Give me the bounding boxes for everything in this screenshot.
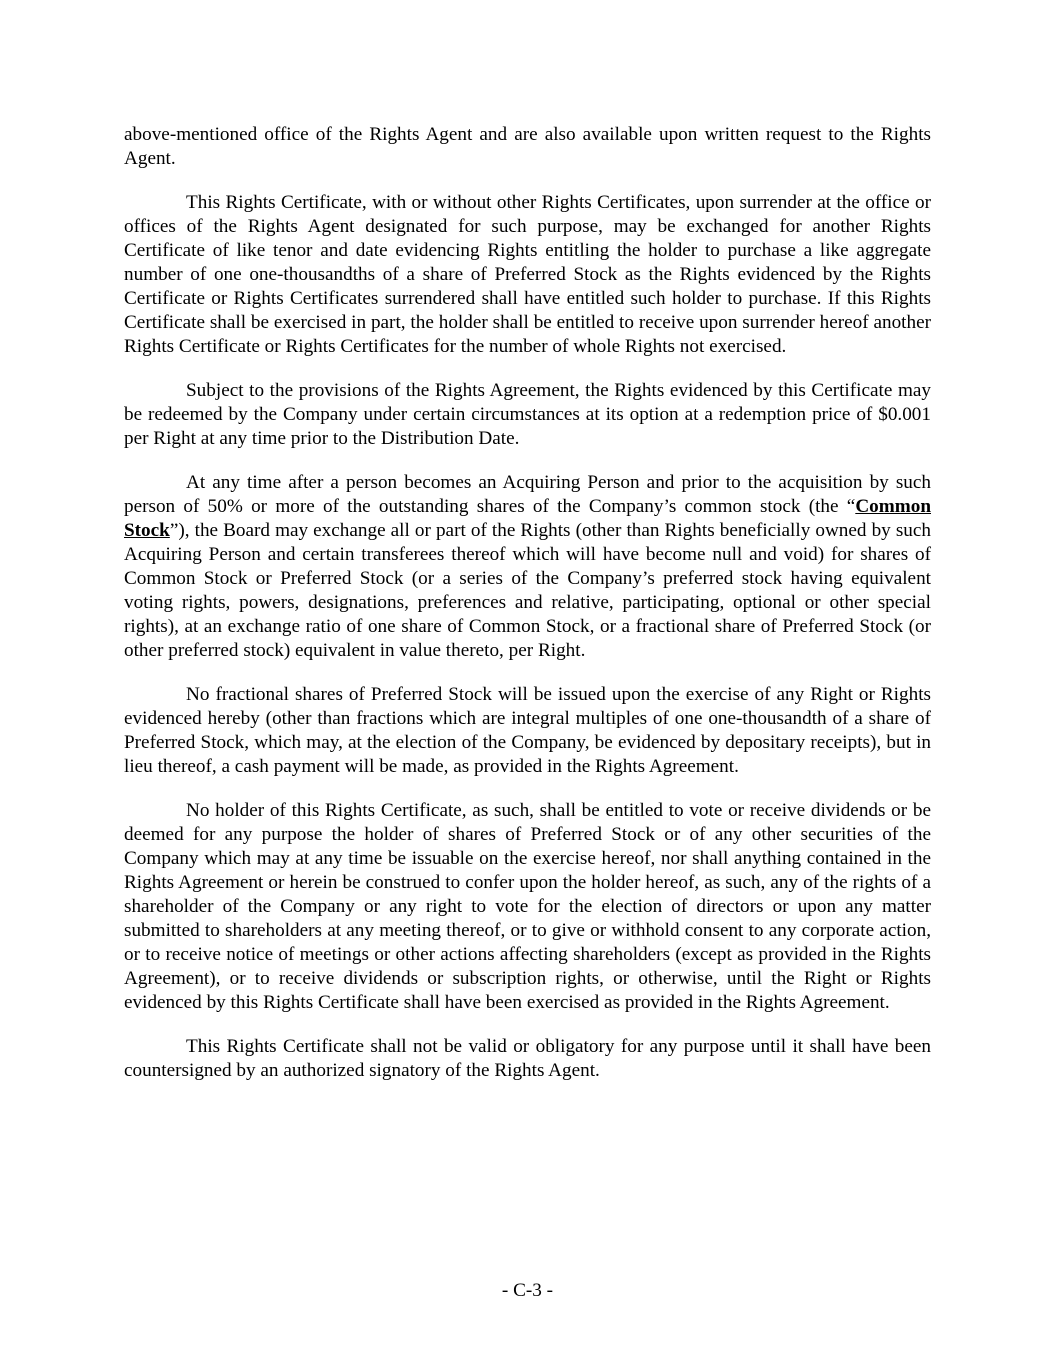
paragraph-no-shareholder-rights: No holder of this Rights Certificate, as such, shall be entitled to vote or receive dividends or be deemed for any purpose the holder of shares of Preferred Stock or of any other securities of the Company which may at any time be issuable on the exercise hereof, nor shall anything contained in the Rights Agreement or herein be construed to confer upon the holder hereof, as such, any of the rights of a shareholder of the Company or any right to vote for the election of directors or upon any matter submitted to shareholders at any meeting thereof, or to give or withhold consent to any corporate action, or to receive notice of meetings or other actions affecting shareholders (except as provided in the Rights Agreement), or to receive dividends or subscription rights, or otherwise, until the Right or Rights evidenced by this Rights Certificate shall have been exercised as provided in the Rights Agreement. (124, 800, 931, 1013)
paragraph-countersignature: This Rights Certificate shall not be valid or obligatory for any purpose until it shall have been countersigned by an authorized signatory of the Rights Agent. (124, 1036, 931, 1081)
paragraph-fractional-shares: No fractional shares of Preferred Stock will be issued upon the exercise of any Right or Rights evidenced hereby (other than fractions which are integral multiples of one one-thousandth of a share of Preferred Stock, which may, at the election of the Company, be evidenced by depositary receipts), but in lieu thereof, a cash payment will be made, as provided in the Rights Agreement. (124, 684, 931, 777)
paragraph-exchange-rights-before: At any time after a person becomes an Acquiring Person and prior to the acquisition by such person of 50% or more of the outstanding shares of the Company’s common stock (the “ (124, 472, 931, 517)
document-body (124, 123, 931, 1103)
page-number: - C-3 - (501, 1280, 554, 1301)
paragraph-continuation: above-mentioned office of the Rights Agent and are also available upon written request to the Rights Agent. (124, 124, 931, 169)
paragraph-exchange-rights-after: ”), the Board may exchange all or part of the Rights (other than Rights beneficially owned by such Acquiring Person and certain transferees thereof which will have become null and void) for shares of Common Stock or Preferred Stock (or a series of the Company’s preferred stock having equivalent voting rights, powers, designations, preferences and relative, participating, optional or other special rights), at an exchange ratio of one share of Common Stock, or a fractional share of Preferred Stock (or other preferred stock) equivalent in value thereto, per Right. (124, 520, 931, 661)
paragraph-exchange-rights (124, 471, 931, 663)
paragraph-exchange-certificates: This Rights Certificate, with or without other Rights Certificates, upon surrender at the office or offices of the Rights Agent designated for such purpose, may be exchanged for another Rights Certificate of like tenor and date evidencing Rights entitling the holder to purchase a like aggregate number of one one-thousandths of a share of Preferred Stock as the Rights evidenced by the Rights Certificate or Rights Certificates surrendered shall have entitled such holder to purchase. If this Rights Certificate shall be exercised in part, the holder shall be entitled to receive upon surrender hereof another Rights Certificate or Rights Certificates for the number of whole Rights not exercised. (124, 192, 931, 357)
defined-term-common-stock: Common Stock (124, 496, 931, 541)
paragraph-redemption: Subject to the provisions of the Rights Agreement, the Rights evidenced by this Certificate may be redeemed by the Company under certain circumstances at its option at a redemption price of $0.001 per Right at any time prior to the Distribution Date. (124, 380, 931, 449)
